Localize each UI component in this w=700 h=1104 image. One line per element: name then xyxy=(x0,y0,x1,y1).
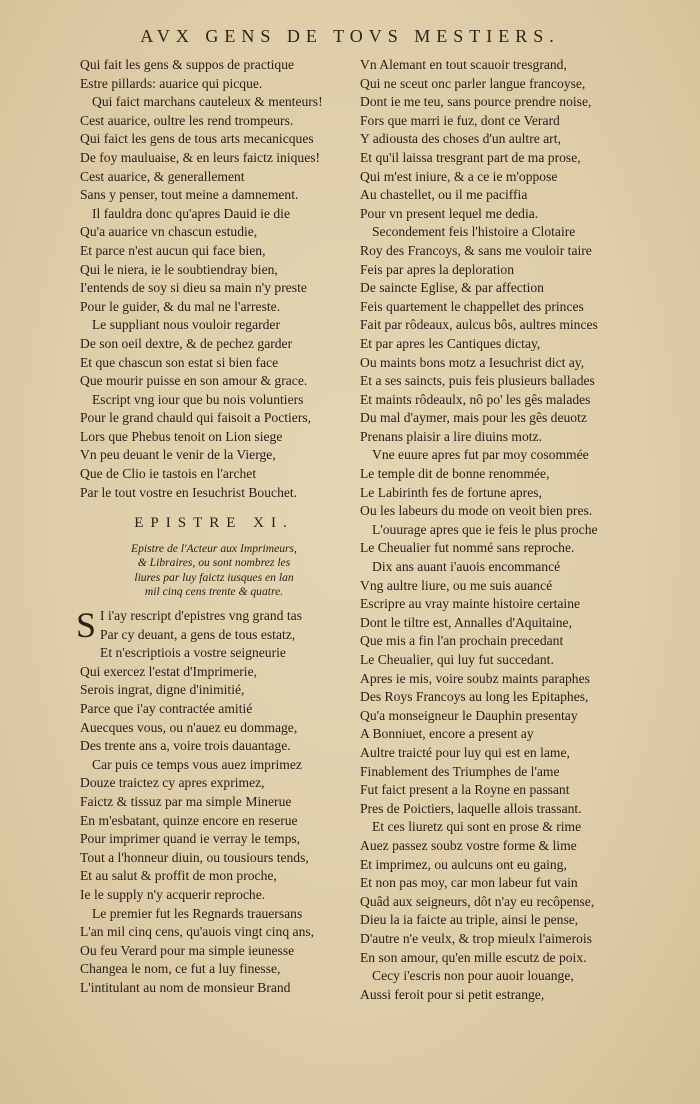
verse-line: Y adiousta des choses d'un aultre art, xyxy=(360,131,561,147)
verse-line: En son amour, qu'en mille escutz de poix. xyxy=(360,949,587,965)
verse-line: Qu'a monseigneur le Dauphin presentay xyxy=(360,707,578,723)
verse-line: Et a ses saincts, puis feis plusieurs ballades xyxy=(360,373,595,389)
verse-line: Quâd aux seigneurs, dôt n'ay eu recôpense, xyxy=(360,893,595,909)
verse-line: Au chastellet, ou il me paciffia xyxy=(360,187,528,203)
verse-line: Serois ingrat, digne d'inimitié, xyxy=(80,682,245,698)
verse-line: Dieu la ia faicte au triple, ainsi le pense, xyxy=(360,912,579,928)
verse-line: I i'ay rescript d'epistres vng grand tas xyxy=(100,608,302,624)
verse-line: Qui faict marchans cauteleux & menteurs! xyxy=(92,94,323,110)
verse-line: Et n'escriptiois a vostre seigneurie xyxy=(100,645,286,661)
verse-line: Qui m'est iniure, & a ce ie m'oppose xyxy=(360,168,558,184)
verse-line: Qui ne sceut onc parler langue francoyse, xyxy=(360,75,586,91)
verse-line: Estre pillards: auarice qui picque. xyxy=(80,75,263,91)
epistre-body xyxy=(76,605,348,997)
verse-line: Escripre au vray mainte histoire certaine xyxy=(360,596,581,612)
verse-line: Pour vn present lequel me dedia. xyxy=(360,205,539,221)
verse-line: I'entends de soy si dieu sa main n'y preste xyxy=(80,280,307,296)
verse-line: Que mis a fin l'an prochain precedant xyxy=(360,633,564,649)
verse-line: Pour imprimer quand ie verray le temps, xyxy=(80,831,301,847)
epistre-subtitle-line: Epistre de l'Acteur aux Imprimeurs, xyxy=(131,542,297,556)
verse-line: Feis quartement le chappellet des princes xyxy=(360,298,584,314)
verse-line: Fait par rôdeaux, aulcus bôs, aultres minces xyxy=(360,317,598,333)
verse-line: L'ouurage apres que ie feis le plus proche xyxy=(372,521,598,537)
verse-line: Le temple dit de bonne renommée, xyxy=(360,466,550,482)
left-column xyxy=(76,56,348,998)
verse-line: Sans y penser, tout meine a damnement. xyxy=(80,187,299,203)
verse-line: Fors que marri ie fuz, dont ce Verard xyxy=(360,112,560,128)
verse-line: Qui fait les gens & suppos de practique xyxy=(80,57,295,72)
epistre-title: EPISTRE XI. xyxy=(134,515,294,532)
verse-line: En m'esbatant, quinze encore en reserue xyxy=(80,812,298,828)
verse-line: Le premier fut les Regnards trauersans xyxy=(92,905,303,921)
left-column-top-verses xyxy=(80,56,348,502)
verse-line: Ie le supply n'y acquerir reproche. xyxy=(80,886,266,902)
verse-line: L'an mil cinq cens, qu'auois vingt cinq ans, xyxy=(80,924,315,940)
verse-line: Et ces liuretz qui sont en prose & rime xyxy=(372,819,582,835)
verse-line: Dont le tiltre est, Annalles d'Aquitaine, xyxy=(360,614,572,630)
verse-line: De son oeil dextre, & de pechez garder xyxy=(80,335,293,351)
verse-line: Qu'a auarice vn chascun estudie, xyxy=(80,224,258,240)
verse-line: Vng aultre liure, ou me suis auancé xyxy=(360,577,553,593)
left-column-bottom-verses xyxy=(80,607,348,997)
verse-line: Pres de Poictiers, laquelle allois trassant. xyxy=(360,800,582,816)
verse-line: De saincte Eglise, & par affection xyxy=(360,280,544,296)
verse-line: Vne euure apres fut par moy cosommée xyxy=(372,447,589,463)
verse-line: Tout a l'honneur diuin, ou tousiours tends, xyxy=(80,849,309,865)
right-column xyxy=(360,56,632,1004)
verse-line: Du mal d'aymer, mais pour les gês deuotz xyxy=(360,410,587,426)
verse-line: Lors que Phebus tenoit on Lion siege xyxy=(80,428,283,444)
verse-line: Douze traictez cy apres exprimez, xyxy=(80,775,265,791)
verse-line: Et maints rôdeaulx, nô po' les gês malades xyxy=(360,391,591,407)
verse-line: Et imprimez, ou aulcuns ont eu gaing, xyxy=(360,856,567,872)
verse-line: Cest auarice, oultre les rend trompeurs. xyxy=(80,112,294,128)
epistre-subtitle-line: mil cinq cens trente & quatre. xyxy=(144,584,284,598)
verse-line: Des Roys Francoys au long les Epitaphes, xyxy=(360,689,589,705)
verse-line: Fut faict present a la Royne en passant xyxy=(360,782,570,798)
verse-line: Finablement des Triumphes de l'ame xyxy=(360,763,560,779)
verse-line: Et parce n'est aucun qui face bien, xyxy=(80,242,266,258)
verse-line: Par cy deuant, a gens de tous estatz, xyxy=(100,626,296,642)
verse-line: Par le tout vostre en Iesuchrist Bouchet. xyxy=(80,484,298,500)
verse-line: Vn peu deuant le venir de la Vierge, xyxy=(80,447,276,463)
verse-line: Qui exercez l'estat d'Imprimerie, xyxy=(80,663,258,679)
verse-line: Faictz & tissuz par ma simple Minerue xyxy=(80,794,292,809)
verse-line: Que de Clio ie tastois en l'archet xyxy=(80,466,257,482)
verse-line: Ou feu Verard pour ma simple ieunesse xyxy=(80,942,295,958)
verse-line: Auez passez soubz vostre forme & lime xyxy=(360,837,577,853)
verse-line: Apres ie mis, voire soubz maints paraphes xyxy=(360,670,590,686)
verse-line: Il fauldra donc qu'apres Dauid ie die xyxy=(92,205,290,221)
verse-line: De foy mauluaise, & en leurs faictz iniques! xyxy=(80,149,321,165)
verse-line: Vn Alemant en tout scauoir tresgrand, xyxy=(360,57,567,72)
verse-line: Roy des Francoys, & sans me vouloir taire xyxy=(360,242,592,258)
verse-line: A Bonniuet, encore a present ay xyxy=(360,726,534,742)
verse-line: Des trente ans a, voire trois dauantage. xyxy=(80,738,291,754)
verse-line: Parce que i'ay contractée amitié xyxy=(80,701,253,717)
running-header: AVX GENS DE TOVS MESTIERS. xyxy=(140,26,560,46)
verse-line: Dix ans auant i'auois encommancé xyxy=(372,559,561,575)
verse-line: Secondement feis l'histoire a Clotaire xyxy=(372,224,576,240)
verse-line: Que mourir puisse en son amour & grace. xyxy=(80,373,308,389)
dropcap-initial: S xyxy=(76,605,97,646)
verse-line: D'autre n'e veulx, & trop mieulx l'aimerois xyxy=(360,930,592,946)
verse-line: Dont ie me teu, sans pource prendre noise, xyxy=(360,94,592,110)
verse-line: Le Cheualier, qui luy fut succedant. xyxy=(360,652,554,667)
verse-line: Et non pas moy, car mon labeur fut vain xyxy=(360,875,578,891)
verse-line: Le suppliant nous vouloir regarder xyxy=(92,317,280,333)
verse-line: Qui le niera, ie le soubtiendray bien, xyxy=(80,261,278,277)
verse-line: Aussi feroit pour si petit estrange, xyxy=(360,986,545,1002)
verse-line: Cest auarice, & generallement xyxy=(80,168,245,184)
verse-line: Qui faict les gens de tous arts mecanicques xyxy=(80,131,314,147)
verse-line: Ou maints bons motz a Iesuchrist dict ay, xyxy=(360,354,585,370)
verse-line: Et par apres les Cantiques dictay, xyxy=(360,335,541,351)
verse-line: L'intitulant au nom de monsieur Brand xyxy=(80,979,291,995)
verse-line: Prenans plaisir a lire diuins motz. xyxy=(360,428,542,444)
verse-line: Et au salut & proffit de mon proche, xyxy=(80,868,277,884)
verse-line: Auecques vous, ou n'auez eu dommage, xyxy=(80,719,298,735)
verse-line: Le Cheualier fut nommé sans reproche. xyxy=(360,540,575,556)
verse-line: Car puis ce temps vous auez imprimez xyxy=(92,756,302,772)
verse-line: Pour le guider, & du mal ne l'arreste. xyxy=(80,298,281,314)
verse-line: Cecy i'escris non pour auoir louange, xyxy=(372,968,574,984)
epistre-subtitle-line: liures par luy faictz iusques en lan xyxy=(134,570,294,584)
verse-line: Changea le nom, ce fut a luy finesse, xyxy=(80,961,281,977)
verse-line: Et qu'il laissa tresgrant part de ma prose, xyxy=(360,149,581,165)
epistre-subtitle-line: & Libraires, ou sont nombrez les xyxy=(137,556,291,570)
verse-line: Feis par apres la deploration xyxy=(360,261,515,277)
verse-line: Pour le grand chauld qui faisoit a Poctiers, xyxy=(80,410,312,426)
verse-line: Et que chascun son estat si bien face xyxy=(80,354,279,370)
verse-line: Le Labirinth fes de fortune apres, xyxy=(360,484,542,500)
verse-line: Ou les labeurs du mode on veoit bien pres. xyxy=(360,503,593,519)
verse-line: Escript vng iour que bu nois voluntiers xyxy=(92,391,304,407)
epistre-subtitle xyxy=(80,542,348,599)
verse-line: Aultre traicté pour luy qui est en lame, xyxy=(360,744,570,760)
